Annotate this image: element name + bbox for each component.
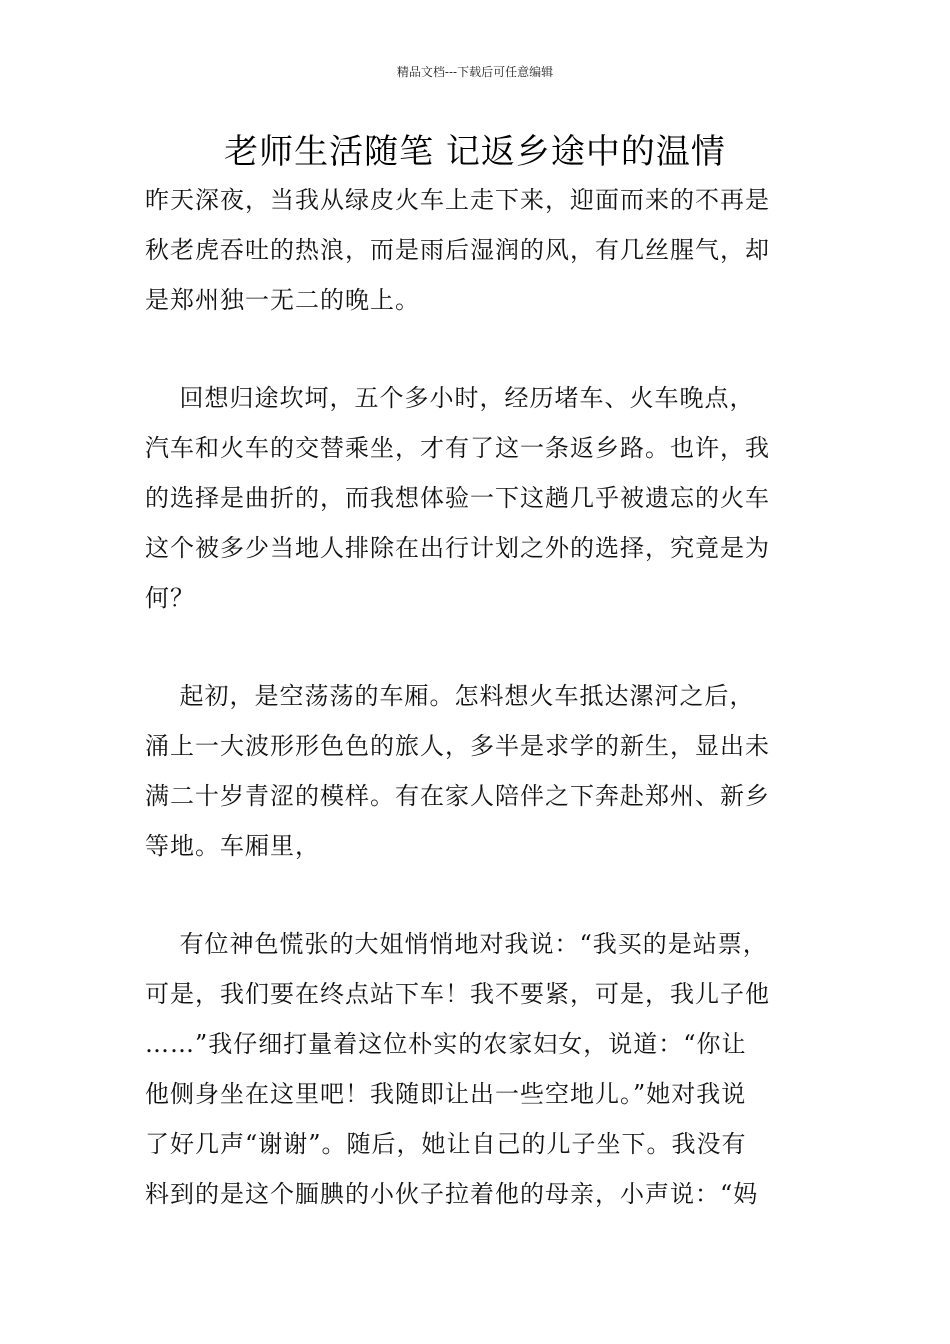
text-line: 他侧身坐在这里吧！我随即让出一些空地儿。”她对我说 (145, 1080, 747, 1108)
text-line: 是郑州独一无二的晚上。 (145, 286, 420, 314)
text-line: 有位神色慌张的大姐悄悄地对我说：“我买的是站票， (145, 930, 768, 958)
text-line: 了好几声“谢谢”。随后，她让自己的儿子坐下。我没有 (145, 1130, 747, 1158)
text-line: 满二十岁青涩的模样。有在家人陪伴之下奔赴郑州、新乡 (145, 782, 770, 810)
page-header: 精品文档---下载后可任意编辑 (396, 65, 554, 79)
text-line: 起初，是空荡荡的车厢。怎料想火车抵达漯河之后， (145, 682, 755, 710)
text-line: 回想归途坎坷，五个多小时，经历堵车、火车晚点， (145, 384, 755, 412)
paragraph-spacer (145, 871, 835, 919)
text-line: 何？ (145, 584, 195, 612)
text-line: 汽车和火车的交替乘坐，才有了这一条返乡路。也许，我 (145, 434, 770, 462)
paragraph (145, 175, 835, 325)
paragraph (145, 919, 835, 1219)
text-line: 料到的是这个腼腆的小伙子拉着他的母亲，小声说：“妈 (145, 1180, 759, 1208)
text-line: 涌上一大波形形色色的旅人，多半是求学的新生，显出未 (145, 732, 770, 760)
text-line: 这个被多少当地人排除在出行计划之外的选择，究竟是为 (145, 534, 770, 562)
paragraph (145, 671, 835, 871)
paragraph-spacer (145, 623, 835, 671)
paragraph (145, 373, 835, 623)
document-body (145, 175, 835, 1219)
document-title: 老师生活随笔 记返乡途中的温情 (224, 132, 726, 172)
text-line: 可是，我们要在终点站下车！我不要紧，可是，我儿子他 (145, 980, 770, 1008)
paragraph-spacer (145, 325, 835, 373)
text-line: 等地。车厢里， (145, 832, 320, 860)
text-line: 的选择是曲折的，而我想体验一下这趟几乎被遗忘的火车 (145, 484, 770, 512)
text-line: 昨天深夜，当我从绿皮火车上走下来，迎面而来的不再是 (145, 186, 770, 214)
text-line: 秋老虎吞吐的热浪，而是雨后湿润的风，有几丝腥气，却 (145, 236, 770, 264)
text-line: ……”我仔细打量着这位朴实的农家妇女，说道：“你让 (145, 1030, 747, 1058)
